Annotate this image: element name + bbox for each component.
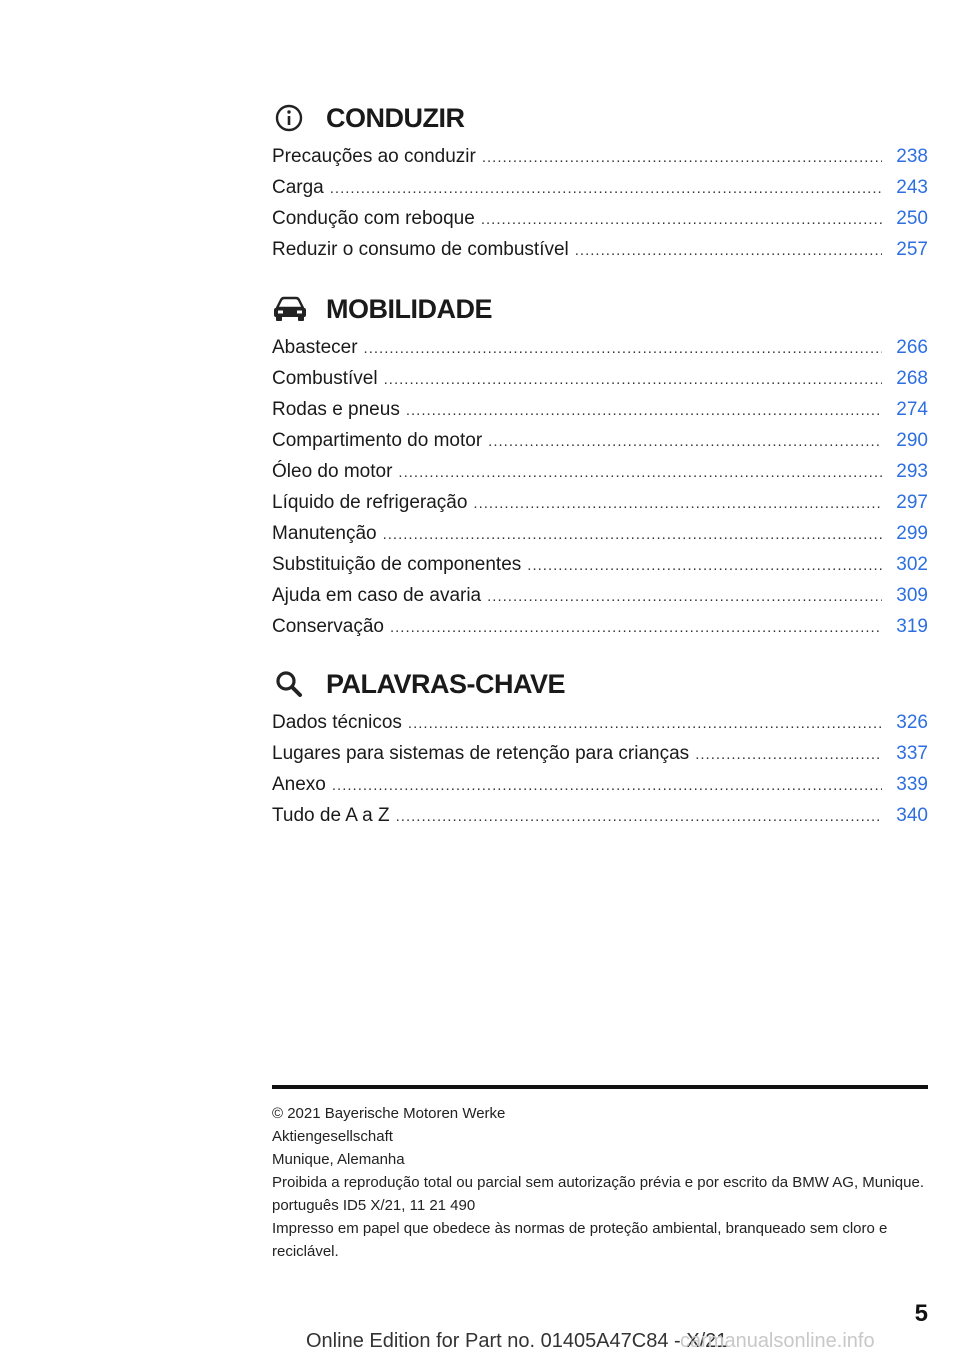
toc-entry-label: Lugares para sistemas de retenção para crianças [272,743,690,764]
section-title: CONDUZIR [326,102,465,133]
toc-entry[interactable] [272,554,928,585]
dot-leader [482,149,882,166]
dot-leader [695,746,882,763]
toc-list [272,146,928,270]
toc-entry-label: Dados técnicos [272,712,402,733]
toc-entry-label: Conservação [272,616,384,637]
toc-entry-label: Abastecer [272,337,358,358]
toc-entry-label: Líquido de refrigeração [272,492,468,513]
toc-entry[interactable] [272,743,928,774]
dot-leader [473,495,882,512]
toc-page-link[interactable]: 257 [896,239,928,260]
toc-page-link[interactable]: 340 [896,805,928,826]
section-title: PALAVRAS-CHAVE [326,668,566,699]
imprint [272,1102,928,1263]
toc-page-link[interactable]: 268 [896,368,928,389]
imprint-rights: Proibida a reprodução total ou parcial sem autorização prévia e por escrito da BMW AG, Munique. [272,1174,925,1191]
dot-leader [527,557,882,574]
toc-entry-label: Precauções ao conduzir [272,146,476,167]
toc-page-link[interactable]: 250 [896,208,928,229]
dot-leader [330,180,882,197]
edition-footer: Online Edition for Part no. 01405A47C84 - X/21 [306,1330,728,1352]
toc-page-link[interactable]: 319 [896,616,928,637]
toc-entry[interactable] [272,208,928,239]
toc-entry-label: Substituição de componentes [272,554,522,575]
toc-entry-label: Carga [272,177,324,198]
toc-entry-label: Manutenção [272,523,377,544]
dot-leader [406,402,882,419]
dot-leader [390,619,882,636]
imprint-location: Munique, Alemanha [272,1151,405,1168]
toc-page-link[interactable]: 326 [896,712,928,733]
toc-page-link[interactable]: 243 [896,177,928,198]
toc-entry-label: Anexo [272,774,326,795]
toc-entry[interactable] [272,712,928,743]
dot-leader [398,464,882,481]
toc-entry-label: Compartimento do motor [272,430,483,451]
section-header [272,289,928,329]
imprint-company: Aktiengesellschaft [272,1128,393,1145]
imprint-edition-id: português ID5 X/21, 11 21 490 [272,1197,476,1214]
toc-page-link[interactable]: 299 [896,523,928,544]
section-conduzir [272,98,928,270]
toc-entry-label: Reduzir o consumo de combustível [272,239,569,260]
dot-leader [383,526,882,543]
dot-leader [575,242,882,259]
toc-page-link[interactable]: 339 [896,774,928,795]
toc-entry[interactable] [272,177,928,208]
toc-entry[interactable] [272,585,928,616]
toc-page-link[interactable]: 274 [896,399,928,420]
toc-page-link[interactable]: 238 [896,146,928,167]
toc-entry-label: Condução com reboque [272,208,475,229]
toc-page-link[interactable]: 302 [896,554,928,575]
toc-list [272,712,928,836]
dot-leader [364,340,882,357]
toc-page-link[interactable]: 297 [896,492,928,513]
toc-entry[interactable] [272,461,928,492]
toc-entry[interactable] [272,399,928,430]
toc-entry[interactable] [272,430,928,461]
toc-entry[interactable] [272,337,928,368]
section-title: MOBILIDADE [326,293,492,324]
toc-entry-label: Óleo do motor [272,461,393,482]
toc-entry[interactable] [272,774,928,805]
car-icon [272,289,312,329]
divider [272,1085,928,1089]
toc-entry[interactable] [272,239,928,270]
imprint-paper-note: Impresso em papel que obedece às normas de proteção ambiental, branqueado sem cloro e reciclável. [272,1220,888,1260]
toc-page-link[interactable]: 337 [896,743,928,764]
imprint-copyright: © 2021 Bayerische Motoren Werke [272,1105,506,1122]
toc-entry[interactable] [272,492,928,523]
toc-page-link[interactable]: 290 [896,430,928,451]
toc-entry-label: Combustível [272,368,378,389]
page-number: 5 [914,1300,928,1327]
search-icon [272,664,312,704]
dot-leader [488,433,882,450]
section-palavras-chave [272,664,928,836]
watermark: carmanualsonline.info [680,1330,875,1352]
toc-entry[interactable] [272,616,928,647]
toc-entry[interactable] [272,805,928,836]
toc-entry-label: Tudo de A a Z [272,805,390,826]
section-mobilidade [272,289,928,647]
dot-leader [487,588,882,605]
toc-entry-label: Ajuda em caso de avaria [272,585,482,606]
toc-entry-label: Rodas e pneus [272,399,400,420]
section-header [272,664,928,704]
dot-leader [384,371,882,388]
info-icon [272,98,312,138]
toc-page-link[interactable]: 293 [896,461,928,482]
toc-page-link[interactable]: 266 [896,337,928,358]
toc-list [272,337,928,647]
dot-leader [396,808,882,825]
dot-leader [481,211,882,228]
toc-entry[interactable] [272,368,928,399]
section-header [272,98,928,138]
toc-entry[interactable] [272,523,928,554]
dot-leader [408,715,882,732]
toc-entry[interactable] [272,146,928,177]
dot-leader [332,777,882,794]
toc-page-link[interactable]: 309 [896,585,928,606]
